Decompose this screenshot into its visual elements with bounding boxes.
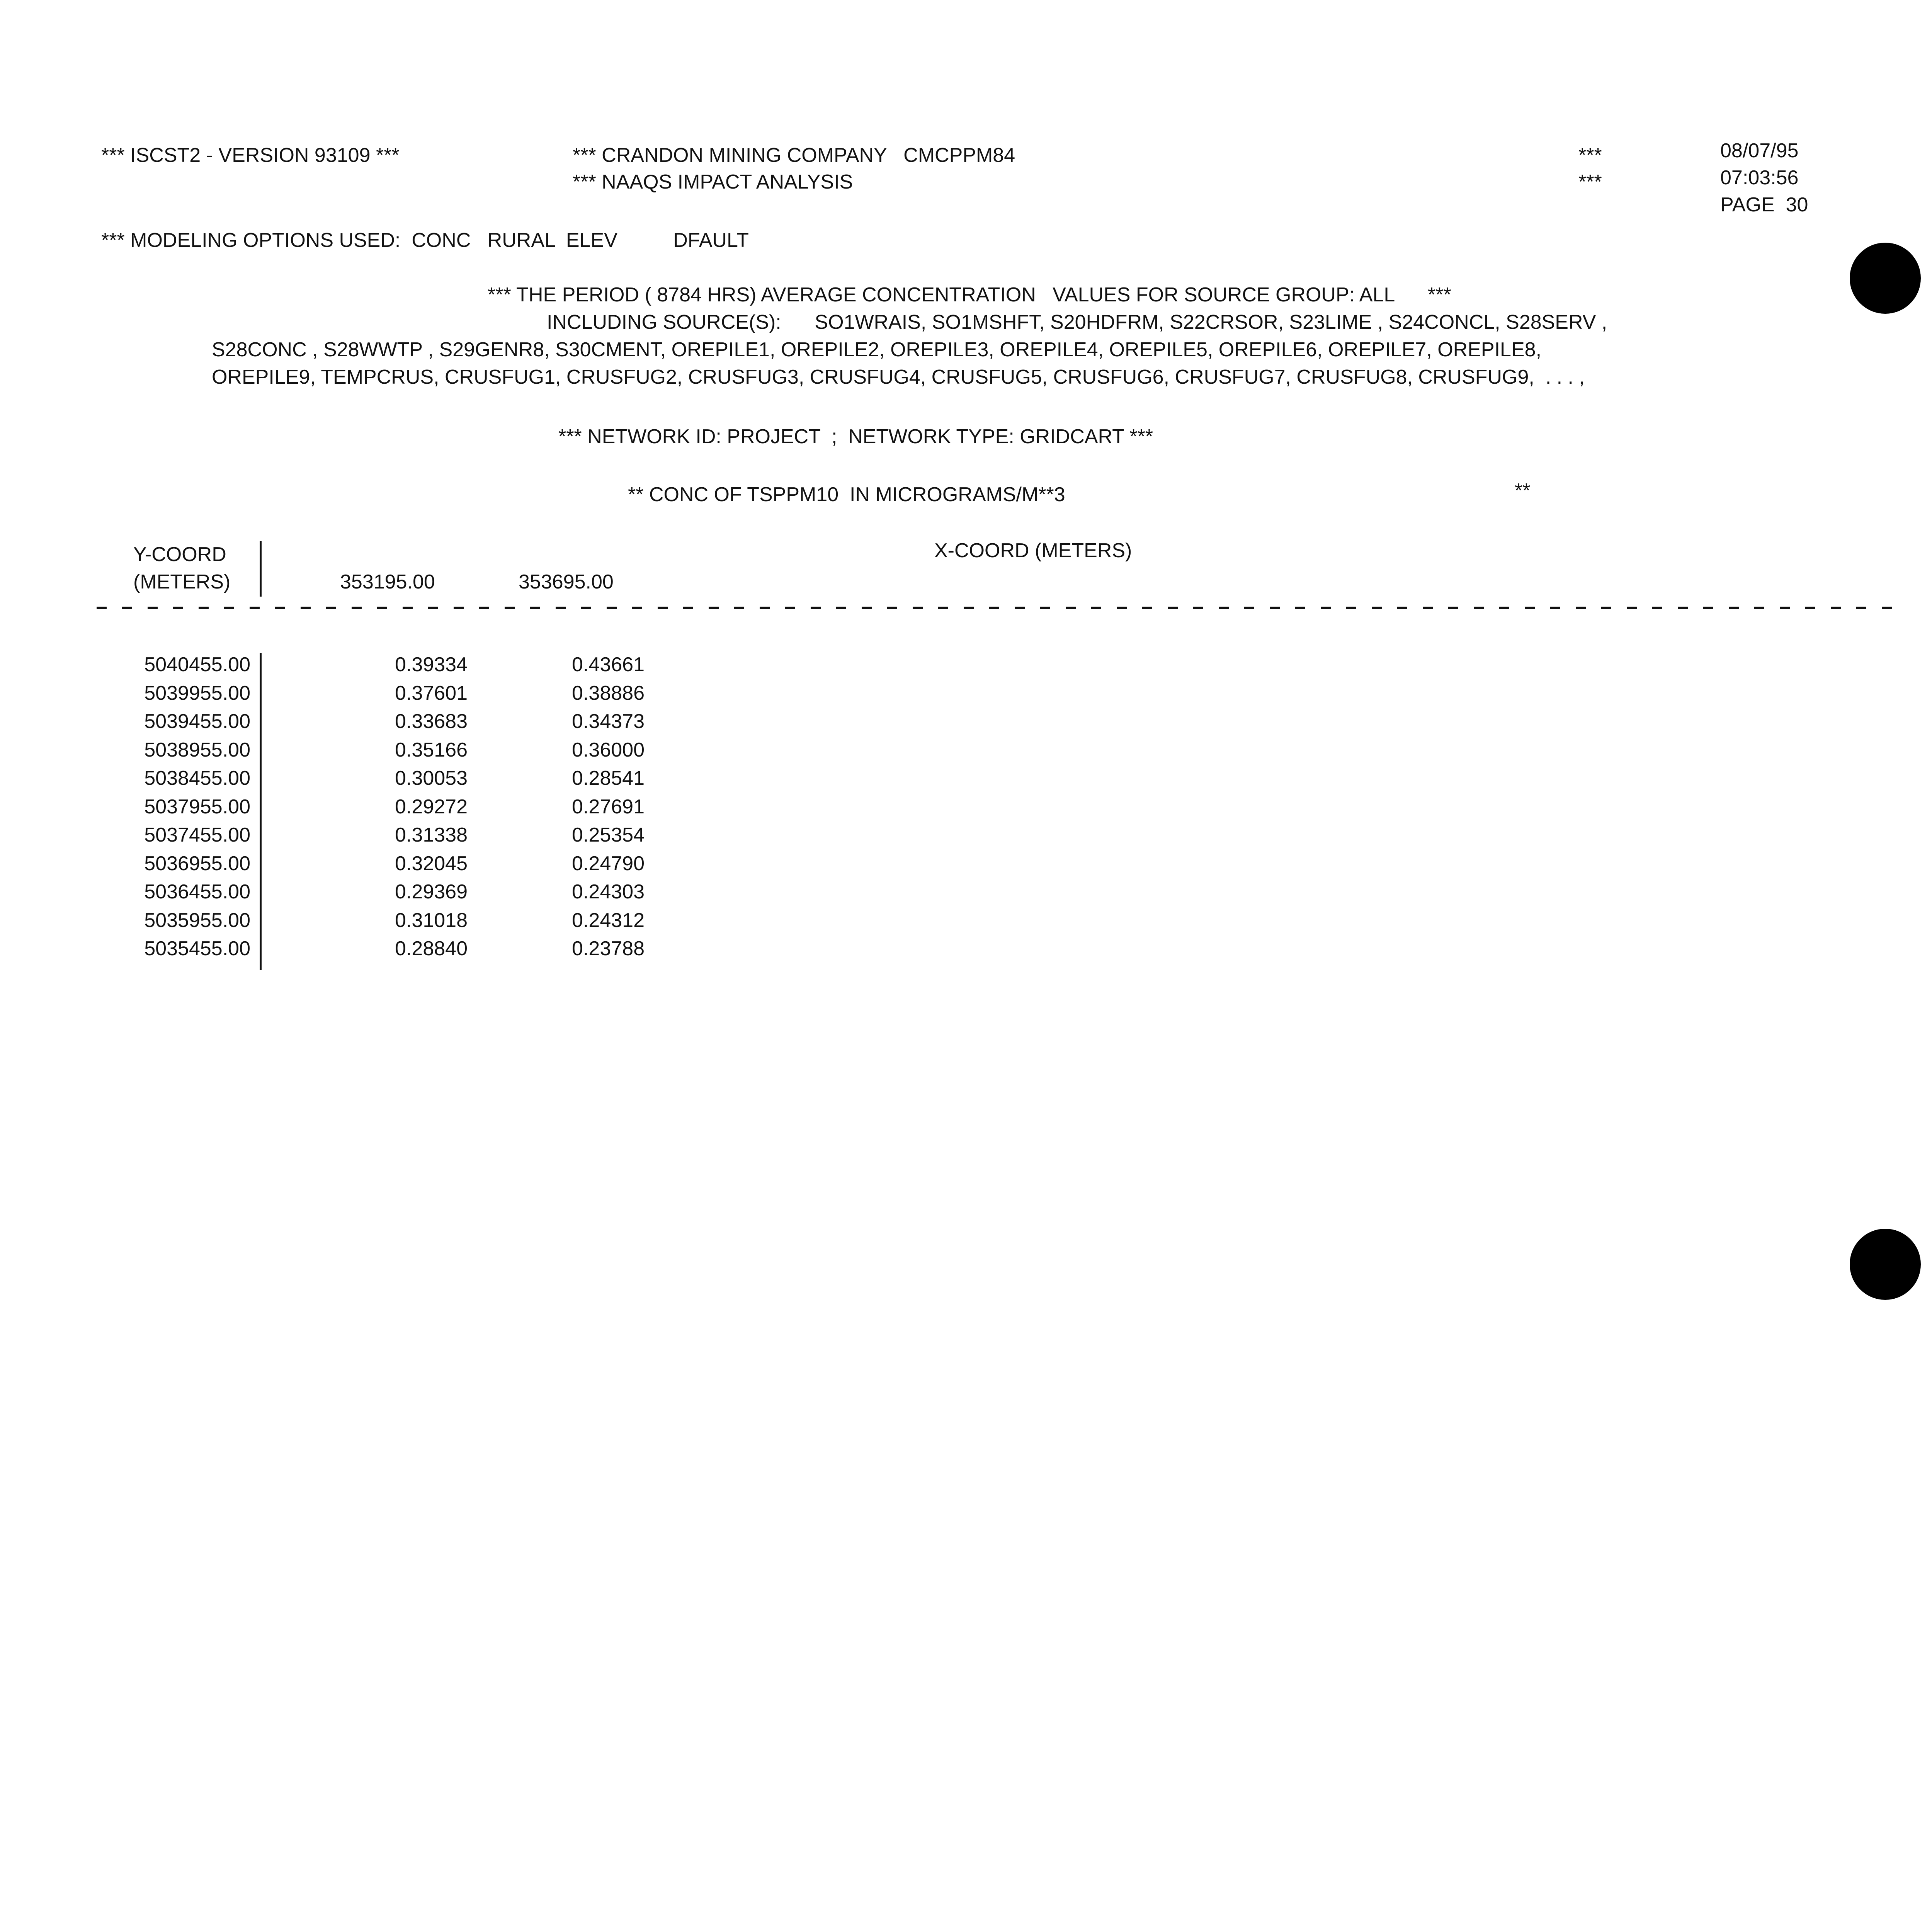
table-cell-value: 0.24312 bbox=[572, 909, 645, 932]
table-row-ycoord: 5039455.00 bbox=[144, 710, 250, 733]
source-list-line-3: OREPILE9, TEMPCRUS, CRUSFUG1, CRUSFUG2, CRUSFUG3, CRUSFUG4, CRUSFUG5, CRUSFUG6, CRUSFUG7, CRUSFUG8, CRUSFUG9, . . . , bbox=[212, 366, 1585, 388]
including-sources: INCLUDING SOURCE(S): SO1WRAIS, SO1MSHFT, S20HDFRM, S22CRSOR, S23LIME , S24CONCL, S28SERV , bbox=[547, 311, 1607, 333]
header-divider bbox=[260, 541, 262, 597]
table-cell-value: 0.36000 bbox=[572, 739, 645, 761]
table-cell-value: 0.23788 bbox=[572, 937, 645, 960]
dashed-separator bbox=[97, 607, 1897, 609]
table-cell-value: 0.29369 bbox=[395, 881, 468, 903]
table-cell-value: 0.33683 bbox=[395, 710, 468, 733]
table-row-ycoord: 5039955.00 bbox=[144, 682, 250, 704]
table-cell-value: 0.31338 bbox=[395, 824, 468, 846]
header-stars-1: *** bbox=[1578, 144, 1602, 167]
table-cell-value: 0.29272 bbox=[395, 796, 468, 818]
punch-hole bbox=[1850, 243, 1921, 314]
table-row-ycoord: 5037455.00 bbox=[144, 824, 250, 846]
table-cell-value: 0.24303 bbox=[572, 881, 645, 903]
source-list-line-2: S28CONC , S28WWTP , S29GENR8, S30CMENT, OREPILE1, OREPILE2, OREPILE3, OREPILE4, OREPILE5, OREPILE6, OREPILE7, OREPILE8, bbox=[212, 338, 1542, 361]
analysis-title: *** NAAQS IMPACT ANALYSIS bbox=[573, 171, 853, 193]
table-cell-value: 0.31018 bbox=[395, 909, 468, 932]
table-cell-value: 0.38886 bbox=[572, 682, 645, 704]
table-row-ycoord: 5037955.00 bbox=[144, 796, 250, 818]
table-row-ycoord: 5036455.00 bbox=[144, 881, 250, 903]
modeling-options: *** MODELING OPTIONS USED: CONC RURAL ELEV DFAULT bbox=[101, 229, 749, 252]
ycoord-label: Y-COORD bbox=[133, 543, 226, 566]
table-cell-value: 0.39334 bbox=[395, 653, 468, 676]
table-row-ycoord: 5038955.00 bbox=[144, 739, 250, 761]
conc-stars: ** bbox=[1515, 480, 1531, 502]
header-stars-2: *** bbox=[1578, 171, 1602, 193]
table-cell-value: 0.27691 bbox=[572, 796, 645, 818]
program-version: *** ISCST2 - VERSION 93109 *** bbox=[101, 144, 400, 167]
table-cell-value: 0.32045 bbox=[395, 852, 468, 875]
punch-hole bbox=[1850, 1229, 1921, 1300]
table-cell-value: 0.28541 bbox=[572, 767, 645, 789]
table-row-ycoord: 5038455.00 bbox=[144, 767, 250, 789]
table-cell-value: 0.37601 bbox=[395, 682, 468, 704]
period-title: *** THE PERIOD ( 8784 HRS) AVERAGE CONCENTRATION VALUES FOR SOURCE GROUP: ALL *** bbox=[488, 284, 1451, 306]
table-row-ycoord: 5036955.00 bbox=[144, 852, 250, 875]
company-name: *** CRANDON MINING COMPANY CMCPPM84 bbox=[573, 144, 1015, 167]
page-number: PAGE 30 bbox=[1720, 194, 1808, 216]
run-time: 07:03:56 bbox=[1720, 167, 1799, 189]
run-date: 08/07/95 bbox=[1720, 139, 1799, 162]
network-info: *** NETWORK ID: PROJECT ; NETWORK TYPE: GRIDCART *** bbox=[558, 425, 1153, 448]
table-cell-value: 0.25354 bbox=[572, 824, 645, 846]
table-cell-value: 0.24790 bbox=[572, 852, 645, 875]
table-cell-value: 0.35166 bbox=[395, 739, 468, 761]
table-row-ycoord: 5035455.00 bbox=[144, 937, 250, 960]
table-row-ycoord: 5035955.00 bbox=[144, 909, 250, 932]
table-cell-value: 0.30053 bbox=[395, 767, 468, 789]
meters-label: (METERS) bbox=[133, 571, 231, 593]
table-row-ycoord: 5040455.00 bbox=[144, 653, 250, 676]
xcoord-label: X-COORD (METERS) bbox=[934, 539, 1132, 562]
column-header-1: 353195.00 bbox=[340, 571, 435, 593]
table-cell-value: 0.43661 bbox=[572, 653, 645, 676]
conc-units: ** CONC OF TSPPM10 IN MICROGRAMS/M**3 bbox=[628, 483, 1065, 506]
column-header-2: 353695.00 bbox=[519, 571, 614, 593]
table-cell-value: 0.34373 bbox=[572, 710, 645, 733]
body-divider bbox=[260, 653, 262, 970]
table-cell-value: 0.28840 bbox=[395, 937, 468, 960]
